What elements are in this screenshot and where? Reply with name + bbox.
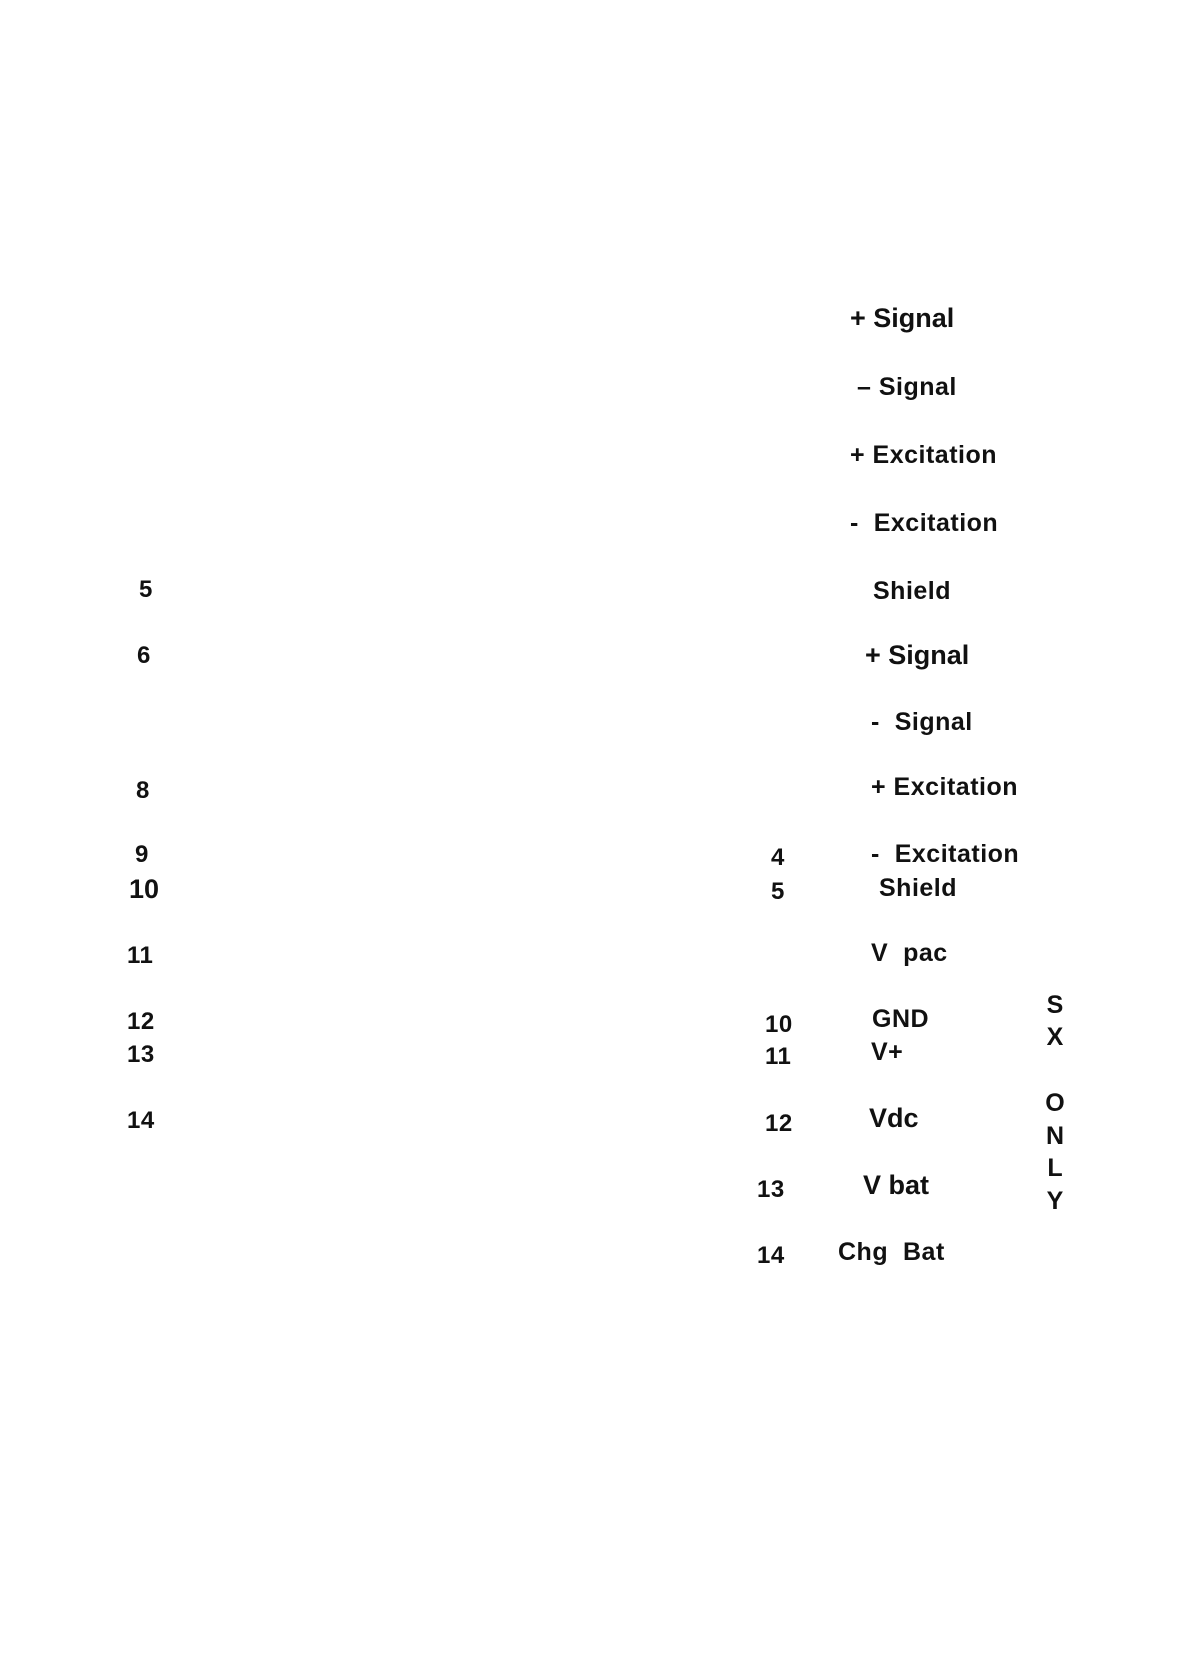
signal-label: - Signal — [871, 708, 973, 736]
right-pin-number: 10 — [765, 1011, 793, 1038]
sx-only-letter: L — [1047, 1154, 1063, 1182]
signal-label: + Signal — [865, 640, 970, 670]
signal-label: V+ — [871, 1038, 904, 1066]
left-pin-number: 14 — [127, 1107, 155, 1134]
signal-label: + Signal — [850, 303, 955, 333]
signal-label: V bat — [863, 1170, 930, 1200]
sx-only-letter: Y — [1046, 1187, 1064, 1215]
signal-label: Vdc — [869, 1103, 919, 1133]
right-pin-number: 11 — [765, 1043, 792, 1070]
sx-only-letter: X — [1046, 1023, 1064, 1051]
sx-only-letter: N — [1045, 1122, 1065, 1150]
right-pin-number: 13 — [757, 1176, 785, 1203]
signal-label: - Excitation — [850, 509, 999, 537]
right-pin-number: 12 — [765, 1110, 793, 1137]
sx-only-letter: S — [1046, 991, 1064, 1019]
left-pin-number: 9 — [135, 841, 149, 868]
left-pin-number: 6 — [137, 642, 151, 669]
signal-label: + Excitation — [871, 773, 1019, 801]
signal-label: - Excitation — [871, 840, 1020, 868]
right-pin-number: 4 — [771, 844, 785, 871]
left-pin-number: 11 — [127, 942, 154, 969]
signal-label: Shield — [879, 874, 958, 902]
sx-only-letter: O — [1045, 1089, 1065, 1117]
signal-label: V pac — [871, 939, 948, 967]
signal-label: Chg Bat — [838, 1238, 945, 1266]
signal-label: + Excitation — [850, 441, 998, 469]
left-pin-number: 8 — [136, 777, 150, 804]
right-pin-number: 14 — [757, 1242, 785, 1269]
left-pin-number: 13 — [127, 1041, 155, 1068]
signal-label: GND — [872, 1005, 930, 1033]
left-pin-number: 5 — [139, 576, 153, 603]
left-pin-number: 12 — [127, 1008, 155, 1035]
signal-label: Shield — [873, 577, 952, 605]
left-pin-number: 10 — [129, 874, 160, 904]
signal-label: – Signal — [857, 373, 957, 401]
right-pin-number: 5 — [771, 878, 785, 905]
